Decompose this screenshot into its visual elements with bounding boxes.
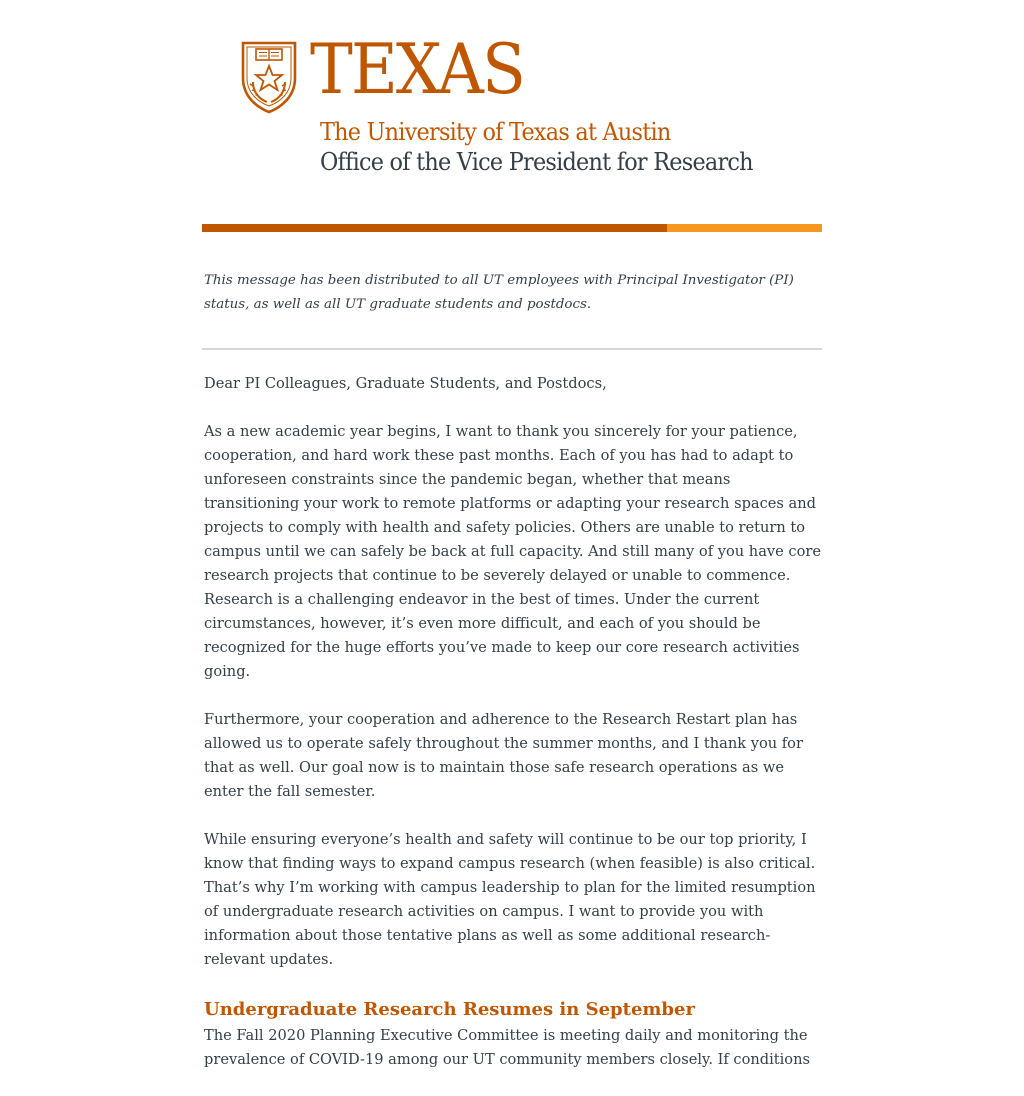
paragraph-research-restart: Furthermore, your cooperation and adherence to the Research Restart plan has allowed us to operate safely throughout the summer months, and I thank you for that as well. Our goal now is to maintain those safe research operations as we enter the fall semester. bbox=[204, 711, 803, 800]
paragraph-expansion: While ensuring everyone’s health and safety will continue to be our top priority, I know that finding ways to expand campus research (when feasible) is also critical. That’s why I’m working with campus leadership to plan for the limited resumption of undergraduate research activities on campus. I want to provide you with information about those tentative plans as well as some additional research-relevant updates. bbox=[204, 831, 816, 968]
header-color-bar bbox=[202, 224, 822, 232]
light-orange-segment bbox=[667, 224, 822, 232]
section-divider bbox=[202, 348, 822, 350]
ut-shield-icon bbox=[240, 40, 298, 114]
texas-wordmark: TEXAS bbox=[310, 30, 525, 110]
distribution-notice: This message has been distributed to all UT employees with Principal Investigator (PI) status, as well as all UT graduate students and postdocs. bbox=[204, 273, 794, 312]
section-paragraph: The Fall 2020 Planning Executive Committee is meeting daily and monitoring the prevalence of COVID-19 among our UT community members closely. If conditions bbox=[204, 1027, 810, 1068]
burnt-orange-segment bbox=[202, 224, 667, 232]
ut-research-logo bbox=[240, 30, 800, 180]
university-name: The University of Texas at Austin bbox=[320, 118, 671, 146]
section-heading: Undergraduate Research Resumes in September bbox=[204, 999, 695, 1020]
greeting: Dear PI Colleagues, Graduate Students, and Postdocs, bbox=[204, 375, 607, 392]
paragraph-intro: As a new academic year begins, I want to thank you sincerely for your patience, cooperation, and hard work these past months. Each of you has had to adapt to unforeseen constraints since the pandemic began, whether that means transitioning your work to remote platforms or adapting your research spaces and projects to comply with health and safety policies. Others are unable to return to campus until we can safely be back at full capacity. And still many of you have core research projects that continue to be severely delayed or unable to commence. Research is a challenging endeavor in the best of times. Under the current circumstances, however, it’s even more difficult, and each of you should be recognized for the huge efforts you’ve made to keep our core research activities going. bbox=[204, 423, 821, 680]
office-name: Office of the Vice President for Research bbox=[320, 148, 753, 176]
letter-body bbox=[204, 372, 824, 1096]
